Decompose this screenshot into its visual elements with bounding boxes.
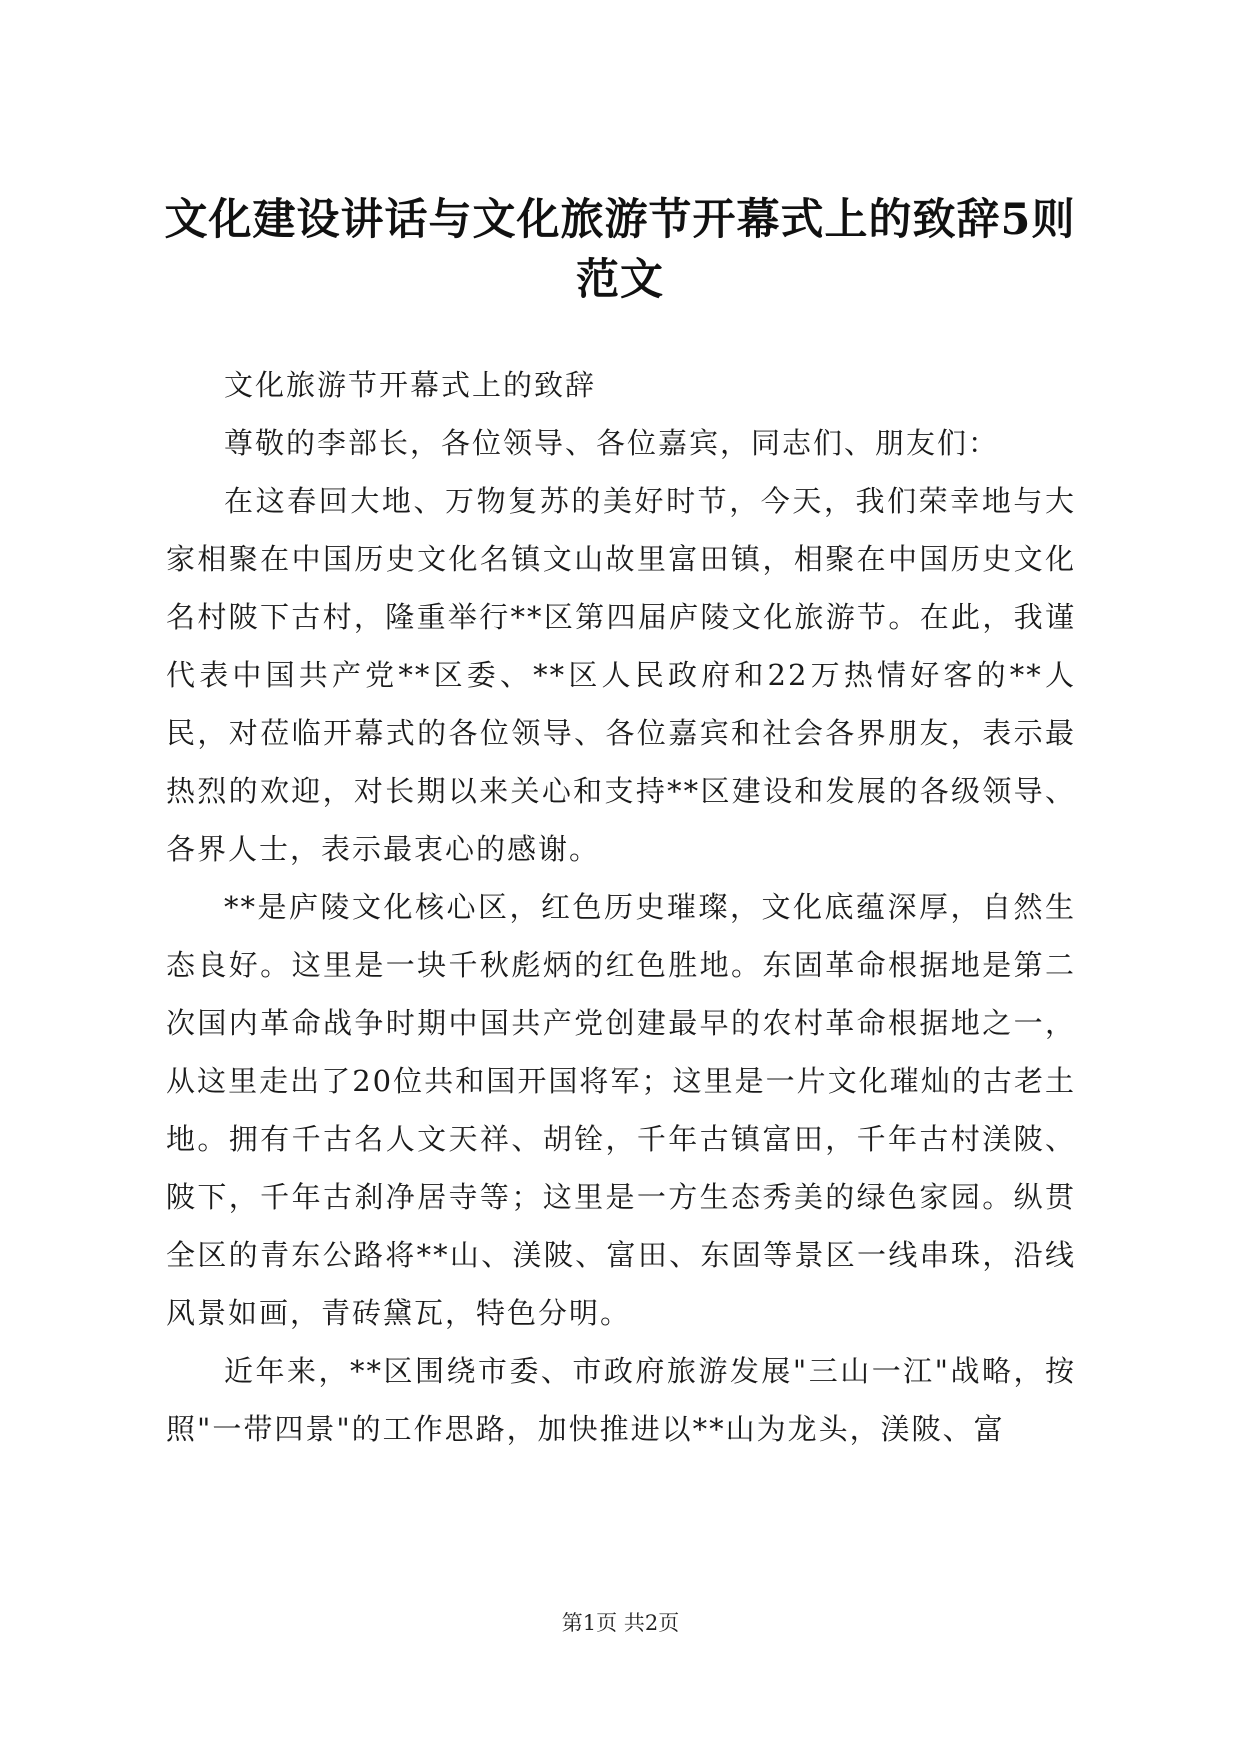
paragraph-introduction: **是庐陵文化核心区，红色历史璀璨，文化底蕴深厚，自然生态良好。这里是一块千秋彪炳的红色胜地。东固革命根据地是第二次国内革命战争时期中国共产党创建最早的农村革命根据地之一，从这里走出了20位共和国开国将军；这里是一片文化璀灿的古老土地。拥有千古名人文天祥、胡铨，千年古镇富田，千年古村渼陂、陂下，千年古刹净居寺等；这里是一方生态秀美的绿色家园。纵贯全区的青东公路将**山、渼陂、富田、东固等景区一线串珠，沿线风景如画，青砖黛瓦，特色分明。 <box>166 890 1076 1330</box>
paragraph-speech-heading: 文化旅游节开幕式上的致辞 <box>224 368 597 402</box>
paragraph-welcome: 在这春回大地、万物复苏的美好时节，今天，我们荣幸地与大家相聚在中国历史文化名镇文山故里富田镇，相聚在中国历史文化名村陂下古村，隆重举行**区第四届庐陵文化旅游节。在此，我谨代表中国共产党**区委、**区人民政府和22万热情好客的**人民，对莅临开幕式的各位领导、各位嘉宾和社会各界朋友，表示最热烈的欢迎，对长期以来关心和支持**区建设和发展的各级领导、各界人士，表示最衷心的感谢。 <box>166 484 1076 866</box>
document-body <box>166 356 1076 1458</box>
paragraph-recent-years: 近年来，**区围绕市委、市政府旅游发展"三山一江"战略，按照"一带四景"的工作思路，加快推进以**山为龙头，渼陂、富 <box>166 1354 1076 1446</box>
document-title: 文化建设讲话与文化旅游节开幕式上的致辞5则范文 <box>164 195 1076 305</box>
paragraph-salutation: 尊敬的李部长，各位领导、各位嘉宾，同志们、朋友们： <box>224 426 1000 460</box>
page-number-footer: 第1页 共2页 <box>561 1611 680 1635</box>
